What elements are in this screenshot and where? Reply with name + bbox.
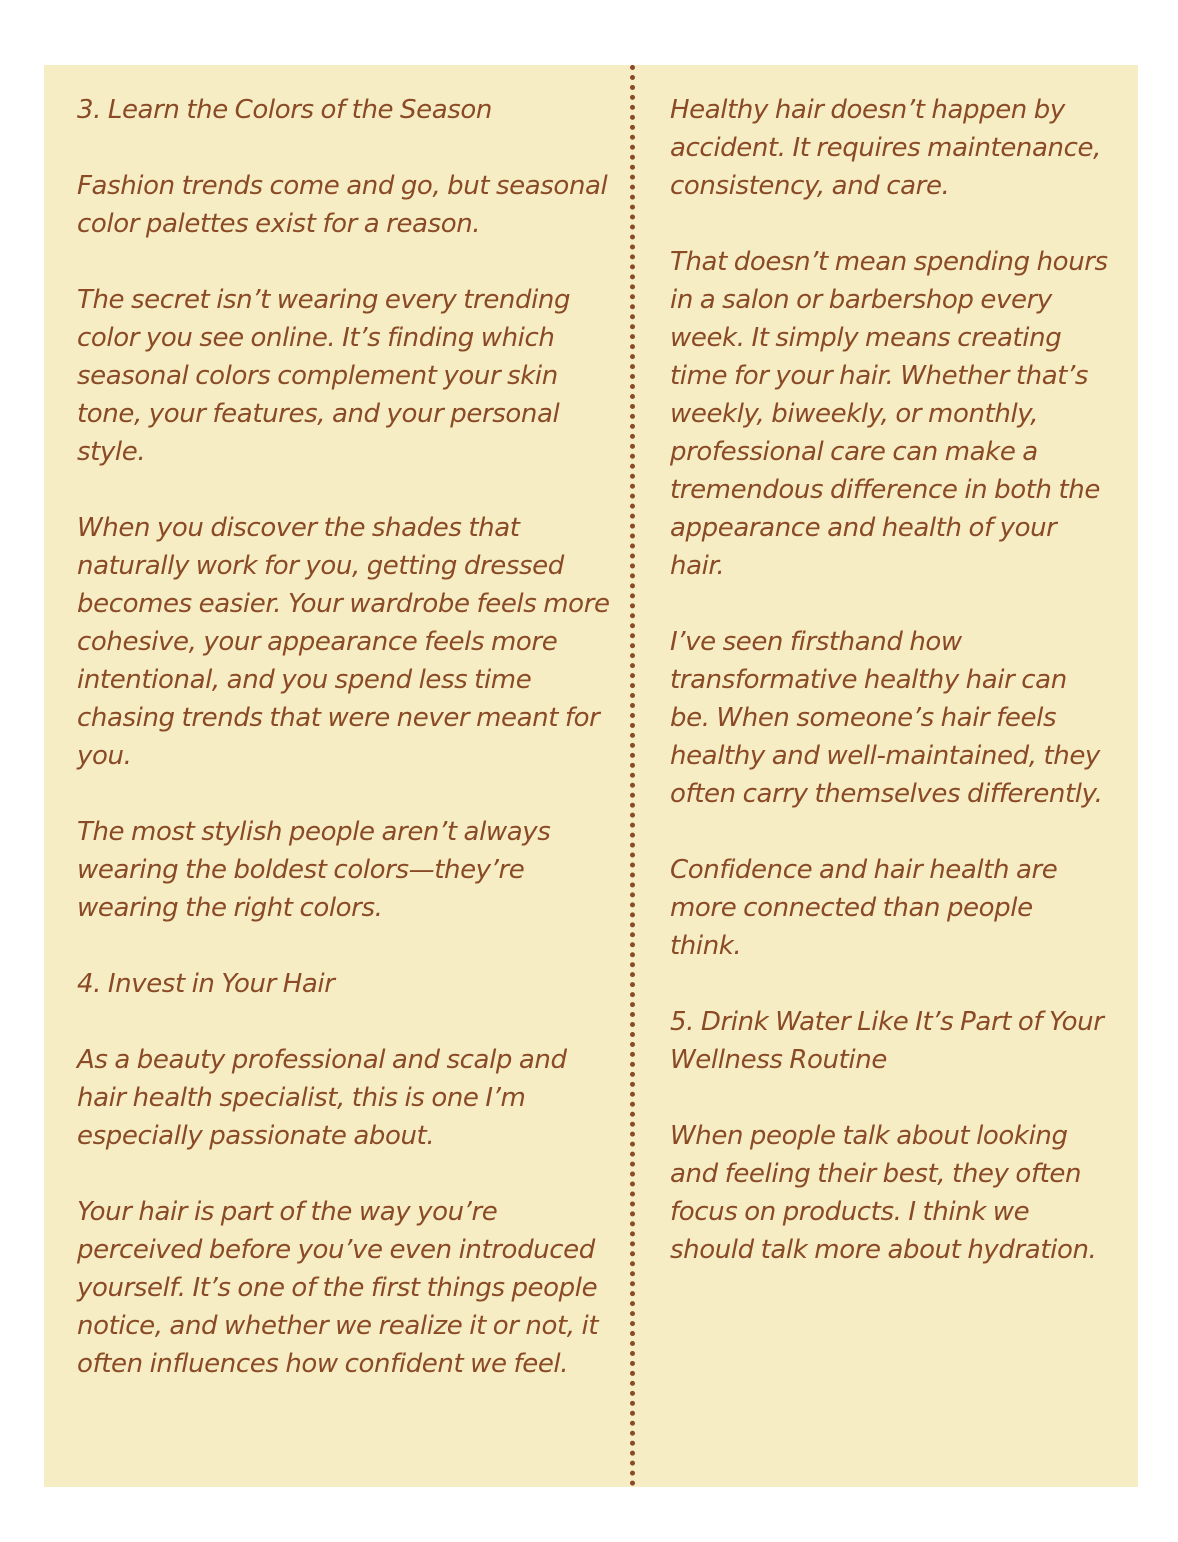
- paragraph: The secret isn’t wearing every trending color you see online. It’s finding which seasonal colors complement your skin tone, your features, and your personal style.: [77, 285, 571, 467]
- paragraph: Healthy hair doesn’t happen by accident. It requires maintenance, consistency, and care.: [670, 95, 1101, 201]
- paragraph: That doesn’t mean spending hours in a salon or barbershop every week. It simply means creating time for your hair. Whether that’s weekly, biweekly, or monthly, professional care can make a tremendous difference in both the appearance and health of your hair.: [670, 247, 1108, 581]
- paragraph: When people talk about looking and feeling their best, they often focus on products. I think we should talk more about hydration.: [670, 1121, 1097, 1265]
- right-column: [670, 91, 1110, 1269]
- section-heading: 4. Invest in Your Hair: [77, 969, 335, 999]
- paragraph: Your hair is part of the way you’re perceived before you’ve even introduced yourself. It’s one of the first things people notice, and whether we realize it or not, it often influences how confident we feel.: [77, 1197, 599, 1379]
- paragraph: Fashion trends come and go, but seasonal color palettes exist for a reason.: [77, 171, 608, 239]
- paragraph: When you discover the shades that naturally work for you, getting dressed becomes easier. Your wardrobe feels more cohesive, your appearance feels more intentional, and you spend less time chasing trends that were never meant for you.: [77, 513, 610, 771]
- section-heading: 5. Drink Water Like It’s Part of Your Wellness Routine: [670, 1007, 1104, 1075]
- page-panel: [44, 65, 1138, 1487]
- paragraph: I’ve seen firsthand how transformative healthy hair can be. When someone’s hair feels healthy and well-maintained, they often carry themselves differently.: [670, 627, 1103, 809]
- column-divider: [630, 65, 635, 1487]
- section-heading: 3. Learn the Colors of the Season: [77, 95, 492, 125]
- paragraph: As a beauty professional and scalp and hair health specialist, this is one I’m especially passionate about.: [77, 1045, 567, 1151]
- paragraph: Confidence and hair health are more connected than people think.: [670, 855, 1058, 961]
- paragraph: The most stylish people aren’t always wearing the boldest colors—they’re wearing the right colors.: [77, 817, 551, 923]
- left-column: [77, 91, 622, 1383]
